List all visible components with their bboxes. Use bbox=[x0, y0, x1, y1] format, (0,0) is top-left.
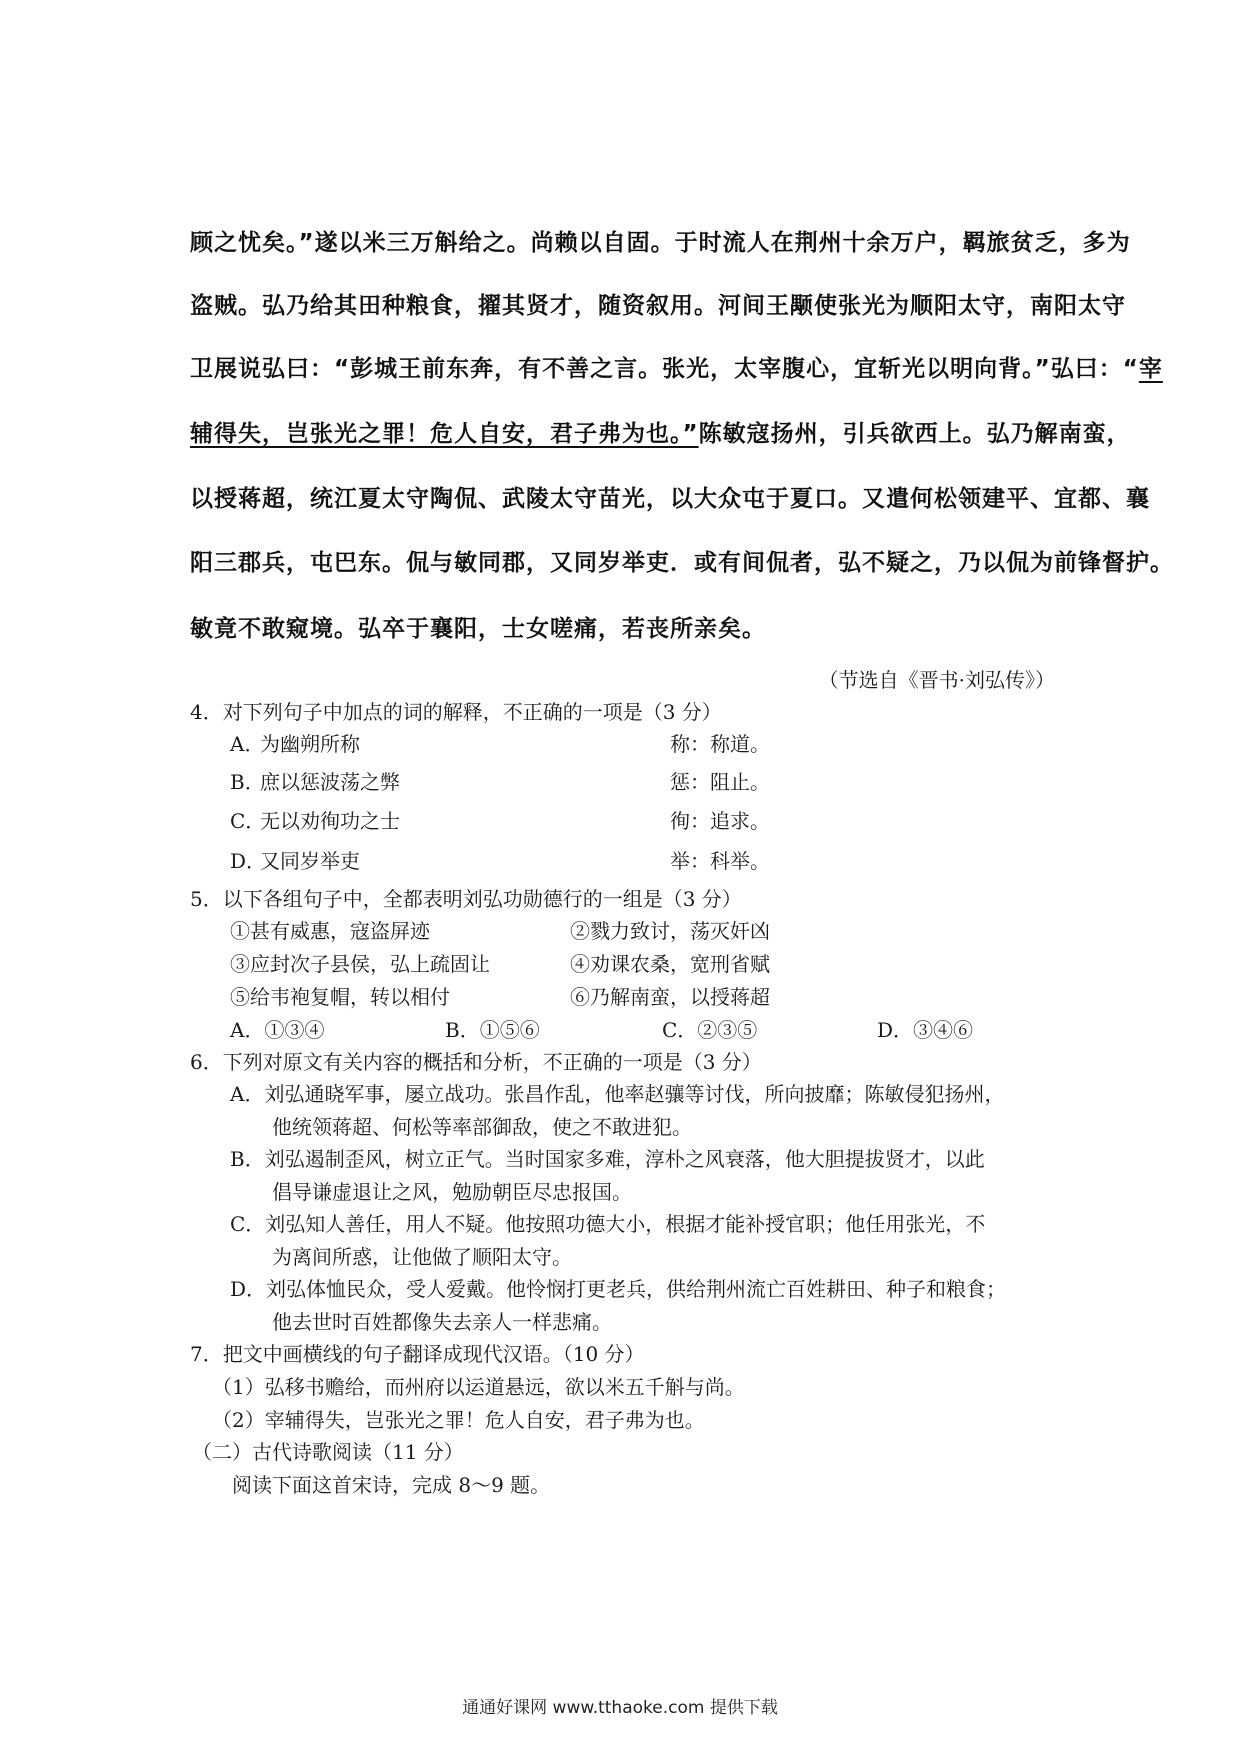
source-citation: （节选自《晋书·刘弘传》） bbox=[818, 668, 1055, 692]
q5-choice-b: B．①⑤⑥ bbox=[445, 1018, 540, 1042]
q5-item-4: ④劝课农桑，宽刑省赋 bbox=[570, 952, 770, 976]
option-letter: D． bbox=[230, 849, 267, 873]
q4-option-c bbox=[230, 807, 770, 835]
q6-option-a-line2: 他统领蒋超、何松等率部御敌，使之不敢进犯。 bbox=[272, 1115, 692, 1139]
q5-item-1: ①甚有威惠，寇盗屏迹 bbox=[230, 919, 430, 943]
passage-line-4-rest: 陈敏寇扬州，引兵欲西上。弘乃解南蛮， bbox=[698, 421, 1131, 447]
passage-line-1: 顾之忧矣。”遂以米三万斛给之。尚赖以自固。于时流人在荆州十余万户，羁旅贫乏，多为 bbox=[190, 230, 1131, 256]
q6-option-d-line2: 他去世时百姓都像失去亲人一样悲痛。 bbox=[272, 1310, 612, 1334]
q6-option-c-line2: 为离间所惑，让他做了顺阳太守。 bbox=[272, 1245, 572, 1269]
q5-choice-d: D．③④⑥ bbox=[877, 1018, 974, 1042]
underlined-sentence: 辅得失，岂张光之罪！危人自安，君子弗为也。” bbox=[190, 421, 699, 447]
passage-line-3 bbox=[190, 350, 1163, 383]
option-text: 又同岁举吏 bbox=[260, 849, 360, 873]
q6-stem: 6．下列对原文有关内容的概括和分析，不正确的一项是（3 分） bbox=[190, 1050, 762, 1074]
passage-line-6: 阳三郡兵，屯巴东。侃与敏同郡，又同岁举吏．或有间侃者，弘不疑之，乃以侃为前锋督护。 bbox=[190, 550, 1174, 576]
q4-option-d bbox=[230, 847, 770, 875]
section-2-title: （二）古代诗歌阅读（11 分） bbox=[192, 1440, 464, 1464]
option-gloss: 徇：追求。 bbox=[670, 809, 770, 833]
q5-item-6: ⑥乃解南蛮，以授蒋超 bbox=[570, 985, 770, 1009]
q5-choice-c: C．②③⑤ bbox=[662, 1018, 758, 1042]
q6-option-c-line1: C．刘弘知人善任，用人不疑。他按照功德大小，根据才能补授官职；他任用张光，不 bbox=[230, 1212, 986, 1236]
option-text: 无以劝徇功之士 bbox=[260, 809, 400, 833]
q5-item-2: ②戮力致讨，荡灭奸凶 bbox=[570, 919, 770, 943]
option-gloss: 惩：阻止。 bbox=[670, 770, 770, 794]
q5-stem: 5．以下各组句子中，全都表明刘弘功勋德行的一组是（3 分） bbox=[190, 887, 742, 911]
q5-choice-a: A．①③④ bbox=[230, 1018, 325, 1042]
q6-option-b-line1: B．刘弘遏制歪风，树立正气。当时国家多难，淳朴之风衰落，他大胆提拔贤才，以此 bbox=[230, 1147, 985, 1171]
q6-option-b-line2: 倡导谦虚退让之风，勉励朝臣尽忠报国。 bbox=[272, 1180, 632, 1204]
passage-line-7: 敏竟不敢窥境。弘卒于襄阳，士女嗟痛，若丧所亲矣。 bbox=[190, 616, 766, 642]
option-gloss: 称：称道。 bbox=[670, 732, 770, 756]
option-text: 庶以惩波荡之弊 bbox=[260, 770, 400, 794]
option-letter: C． bbox=[230, 809, 266, 833]
q7-stem: 7．把文中画横线的句子翻译成现代汉语。（10 分） bbox=[190, 1342, 645, 1366]
q4-option-b bbox=[230, 768, 770, 796]
passage-line-2: 盗贼。弘乃给其田种粮食，擢其贤才，随资叙用。河间王颙使张光为顺阳太守，南阳太守 bbox=[190, 293, 1126, 319]
underlined-sentence-start: 宰 bbox=[1138, 356, 1163, 382]
q4-option-a bbox=[230, 730, 770, 758]
option-text: 为幽朔所称 bbox=[260, 732, 360, 756]
passage-line-3-text: 卫展说弘曰：“彭城王前东奔，有不善之言。张光，太宰腹心，宜斩光以明向背。”弘曰：“ bbox=[190, 356, 1139, 382]
passage-line-4 bbox=[190, 415, 1131, 448]
q5-item-3: ③应封次子县侯，弘上疏固让 bbox=[230, 952, 490, 976]
option-letter: B． bbox=[230, 770, 265, 794]
q7-item-2: （2）宰辅得失，岂张光之罪！危人自安，君子弗为也。 bbox=[212, 1408, 705, 1432]
option-letter: A． bbox=[230, 732, 265, 756]
passage-line-5: 以授蒋超，统江夏太守陶侃、武陵太守苗光，以大众屯于夏口。又遣何松领建平、宜都、襄 bbox=[190, 486, 1150, 512]
option-gloss: 举：科举。 bbox=[670, 849, 770, 873]
q5-item-5: ⑤给韦袍复帽，转以相付 bbox=[230, 985, 450, 1009]
q6-option-d-line1: D．刘弘体恤民众，受人爱戴。他怜悯打更老兵，供给荆州流亡百姓耕田、种子和粮食； bbox=[230, 1277, 1007, 1301]
q4-stem: 4．对下列句子中加点的词的解释，不正确的一项是（3 分） bbox=[190, 700, 722, 724]
q6-option-a-line1: A．刘弘通晓军事，屡立战功。张昌作乱，他率赵骧等讨伐，所向披靡；陈敏侵犯扬州， bbox=[230, 1082, 1005, 1106]
q7-item-1: （1）弘移书赡给，而州府以运道悬远，欲以米五千斛与尚。 bbox=[212, 1375, 745, 1399]
section-2-instruction: 阅读下面这首宋诗，完成 8～9 题。 bbox=[232, 1473, 551, 1497]
page-footer: 通通好课网 www.tthaoke.com 提供下载 bbox=[462, 1698, 778, 1718]
